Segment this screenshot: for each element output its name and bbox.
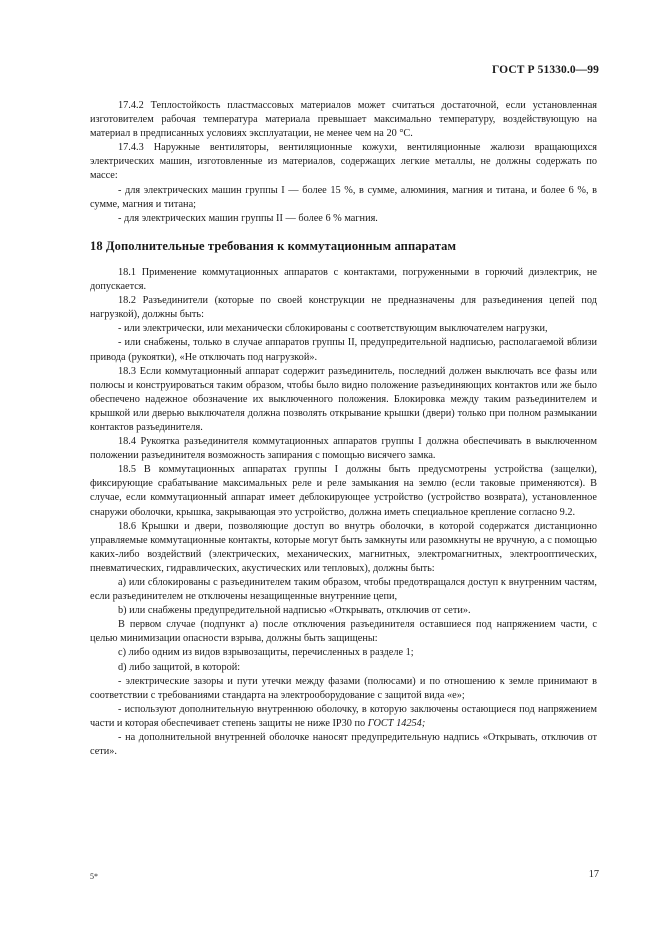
paragraph-17-4-2: 17.4.2 Теплостойкость пластмассовых материалов может считаться достаточной, если установленная изготовителем рабочая температура материала превышает максимально температуру, воздействующую на материал в предписанных условиях эксплуатации, не менее чем на 20 °С. (90, 100, 597, 140)
list-item-18-6-d: d) либо защитой, в которой: (118, 661, 241, 673)
list-item-18-6-b: b) или снабжены предупредительной надписью «Открывать, отключив от сети». (118, 605, 471, 617)
list-item-group-1: - для электрических машин группы I — более 15 %, в сумме, алюминия, магния и титана, и более 6 %, в сумме, магния и титана; (90, 184, 597, 210)
paragraph-17-4-3: 17.4.3 Наружные вентиляторы, вентиляционные кожухи, вентиляционные жалюзи вращающихся электрических машин, изготовленные из материалов, содержащих легкие металлы, не должны содержать по массе: (90, 142, 597, 182)
list-item-warning-label: - на дополнительной внутренней оболочке наносят предупредительную надпись «Открывать, отключив от сети». (90, 732, 597, 758)
paragraph-18-4: 18.4 Рукоятка разъединителя коммутационных аппаратов группы I должна обеспечивать в выключенном положении разъединителя возможность запирания с помощью висячего замка. (90, 436, 597, 462)
list-item-inner-enclosure (90, 703, 597, 731)
paragraph-18-5: 18.5 В коммутационных аппаратах группы I должны быть предусмотрены устройства (защелки), фиксирующие срабатывание максимальных реле и реле замыкания на землю (если таковые применяются). В случае, если коммутационный аппарат имеет деблокирующее устройство (устройство возврата), установленное снаружи оболочки, крышка, закрывающая это устройство, должна иметь специальное крепление согласно 9.2. (90, 464, 597, 518)
list-item-group-2: - для электрических машин группы II — более 6 % магния. (118, 212, 378, 224)
paragraph-18-3: 18.3 Если коммутационный аппарат содержит разъединитель, последний должен выключать все фазы или полюсы и конструироваться таким образом, чтобы было видно положение разъединяющих контактов или же было обеспечено надежное обозначение их выключенного положения. Блокировка между таким разъединителем и крышкой или дверью выключателя должна позволять открывание крышки (двери) только при полном размыкании контактов разъединителя. (90, 365, 597, 433)
list-item-18-6-c: c) либо одним из видов взрывозащиты, перечисленных в разделе 1; (118, 647, 414, 659)
section-heading-18: 18 Дополнительные требования к коммутационным аппаратам (90, 238, 457, 253)
list-item-clearances: - электрические зазоры и пути утечки между фазами (полюсами) и по отношению к земле принимают в соответствии с требованиями стандарта на электрооборудование с защитой вида «е»; (90, 675, 597, 701)
footer-sheet-mark: 5* (90, 872, 98, 881)
paragraph-18-2: 18.2 Разъединители (которые по своей конструкции не предназначены для разъединения цепей под нагрузкой), должны быть: (90, 295, 597, 321)
standard-header: ГОСТ Р 51330.0—99 (492, 64, 599, 76)
list-item-18-6-a: a) или сблокированы с разъединителем таким образом, чтобы предотвращался доступ к внутренним частям, если разъединителем не отключены незащищенные внутренние цепи, (90, 577, 597, 603)
page-body (90, 99, 597, 759)
paragraph-18-1: 18.1 Применение коммутационных аппаратов с контактами, погруженными в горючий диэлектрик, не допускается. (90, 266, 597, 293)
list-item-18-2-b: - или снабжены, только в случае аппаратов группы II, предупредительной надписью, располагаемой вблизи привода (рукоятки), «Не отключать под нагрузкой». (90, 337, 597, 363)
paragraph-first-case: В первом случае (подпункт а) после отключения разъединителя оставшиеся под напряжением части, с целью минимизации опасности взрыва, должны быть защищены: (90, 619, 597, 645)
page-number: 17 (588, 869, 599, 880)
paragraph-18-6: 18.6 Крышки и двери, позволяющие доступ во внутрь оболочки, в которой содержатся дистанционно управляемые коммутационные контакты, которые могут быть замкнуты или разомкнуты не вручную, а с помощью каких-либо воздействий (электрических, механических, магнитных, электромагнитных, электрооптических, пневматических, гидравлических, акустических или тепловых), должны быть: (90, 520, 597, 574)
list-item-18-2-a: - или электрически, или механически сблокированы с соответствующим выключателем нагрузки, (118, 323, 548, 335)
inner-enclosure-text: - используют дополнительную внутреннюю оболочку, в которую заключены остающиеся под напряжением части и которая обеспечивает степень защиты не ниже IP30 по (90, 703, 597, 729)
gost-reference: ГОСТ 14254; (367, 717, 426, 729)
